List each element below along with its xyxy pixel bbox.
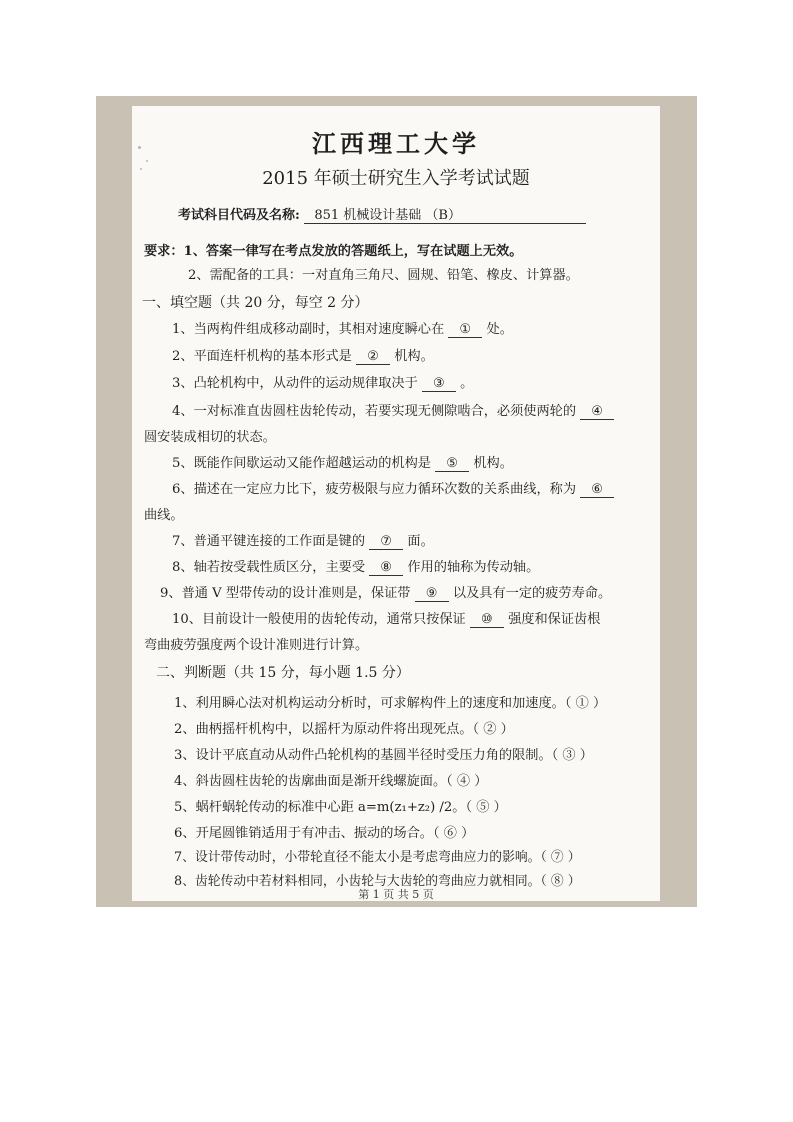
fill-question-7 xyxy=(172,530,434,550)
question-text: 机构。 xyxy=(473,456,513,471)
question-text: 9、普通 V 型带传动的设计准则是，保证带 xyxy=(160,586,411,601)
answer-blank: ⑨ xyxy=(415,586,449,602)
requirement-2: 2、需配备的工具：一对直角三角尺、圆规、铅笔、橡皮、计算器。 xyxy=(188,268,579,283)
scanned-page-frame xyxy=(96,96,697,907)
answer-blank: ⑤ xyxy=(435,456,469,472)
answer-blank: ⑩ xyxy=(470,612,504,628)
question-text: 2、平面连杆机构的基本形式是 xyxy=(172,349,352,364)
fill-question-10 xyxy=(172,608,600,628)
question-text: 5、既能作间歇运动又能作超越运动的机构是 xyxy=(172,456,431,471)
page-number: 第 1 页 共 5 页 xyxy=(358,888,434,901)
question-text: 8、轴若按受载性质区分，主要受 xyxy=(172,560,366,575)
judge-question-3: 3、设计平底直动从动件凸轮机构的基圆半径时受压力角的限制。（ ③ ） xyxy=(174,748,593,763)
exam-title: 2015 年硕士研究生入学考试试题 xyxy=(262,168,530,189)
fill-question-2 xyxy=(172,345,434,365)
judge-question-7: 7、设计带传动时，小带轮直径不能太小是考虑弯曲应力的影响。（ ⑦ ） xyxy=(174,850,581,865)
subject-value: 851 机械设计基础 （B） xyxy=(304,204,586,224)
question-text: 强度和保证齿根 xyxy=(508,612,601,627)
question-text: 。 xyxy=(460,376,474,391)
exam-paper xyxy=(132,106,660,901)
answer-blank: ⑦ xyxy=(369,534,403,550)
question-text: 3、凸轮机构中，从动件的运动规律取决于 xyxy=(172,376,418,391)
fill-question-1 xyxy=(172,318,513,338)
question-text: 10、目前设计一般使用的齿轮传动，通常只按保证 xyxy=(172,612,466,627)
answer-blank: ② xyxy=(356,349,390,365)
answer-blank: ① xyxy=(448,322,482,338)
fill-question-5 xyxy=(172,452,513,472)
subject-label: 考试科目代码及名称: xyxy=(178,208,300,223)
fill-question-10-continued: 弯曲疲劳强度两个设计准则进行计算。 xyxy=(144,638,369,653)
fill-question-3 xyxy=(172,372,473,392)
question-text: 4、一对标准直齿圆柱齿轮传动，若要实现无侧隙啮合，必须使两轮的 xyxy=(172,404,577,419)
question-text: 机构。 xyxy=(394,349,434,364)
answer-blank: ③ xyxy=(422,376,456,392)
section-true-false-title: 二、判断题（共 15 分，每小题 1.5 分） xyxy=(156,665,410,681)
requirement-1: 要求：1、答案一律写在考点发放的答题纸上，写在试题上无效。 xyxy=(144,244,523,259)
question-text: 1、当两构件组成移动副时，其相对速度瞬心在 xyxy=(172,322,445,337)
judge-question-2: 2、曲柄摇杆机构中，以摇杆为原动件将出现死点。（ ② ） xyxy=(174,722,514,737)
answer-blank: ④ xyxy=(580,404,614,420)
judge-question-8: 8、齿轮传动中若材料相同，小齿轮与大齿轮的弯曲应力就相同。（ ⑧ ） xyxy=(174,874,581,889)
university-name: 江西理工大学 xyxy=(312,129,480,158)
question-text: 作用的轴称为传动轴。 xyxy=(407,560,540,575)
question-text: 以及具有一定的疲劳寿命。 xyxy=(452,586,612,601)
fill-question-6 xyxy=(172,478,614,498)
fill-question-8 xyxy=(172,556,539,576)
judge-question-6: 6、开尾圆锥销适用于有冲击、振动的场合。（ ⑥ ） xyxy=(174,826,475,841)
judge-question-1: 1、利用瞬心法对机构运动分析时，可求解构件上的速度和加速度。（ ① ） xyxy=(174,696,607,711)
question-text: 6、描述在一定应力比下，疲劳极限与应力循环次数的关系曲线，称为 xyxy=(172,482,577,497)
fill-question-4 xyxy=(172,400,614,420)
judge-question-5: 5、蜗杆蜗轮传动的标准中心距 a=m(z₁+z₂) /2。（ ⑤ ） xyxy=(174,800,507,815)
scan-speck xyxy=(146,160,148,162)
fill-question-4-continued: 圆安装成相切的状态。 xyxy=(144,430,276,445)
answer-blank: ⑧ xyxy=(369,560,403,576)
judge-question-4: 4、斜齿圆柱齿轮的齿廓曲面是渐开线螺旋面。（ ④ ） xyxy=(174,774,488,789)
fill-question-6-continued: 曲线。 xyxy=(144,508,184,523)
question-text: 面。 xyxy=(407,534,434,549)
question-text: 处。 xyxy=(486,322,513,337)
section-fill-blank-title: 一、填空题（共 20 分，每空 2 分） xyxy=(142,295,369,311)
question-text: 7、普通平键连接的工作面是键的 xyxy=(172,534,366,549)
fill-question-9 xyxy=(160,582,611,602)
subject-line xyxy=(178,204,586,224)
answer-blank: ⑥ xyxy=(580,482,614,498)
